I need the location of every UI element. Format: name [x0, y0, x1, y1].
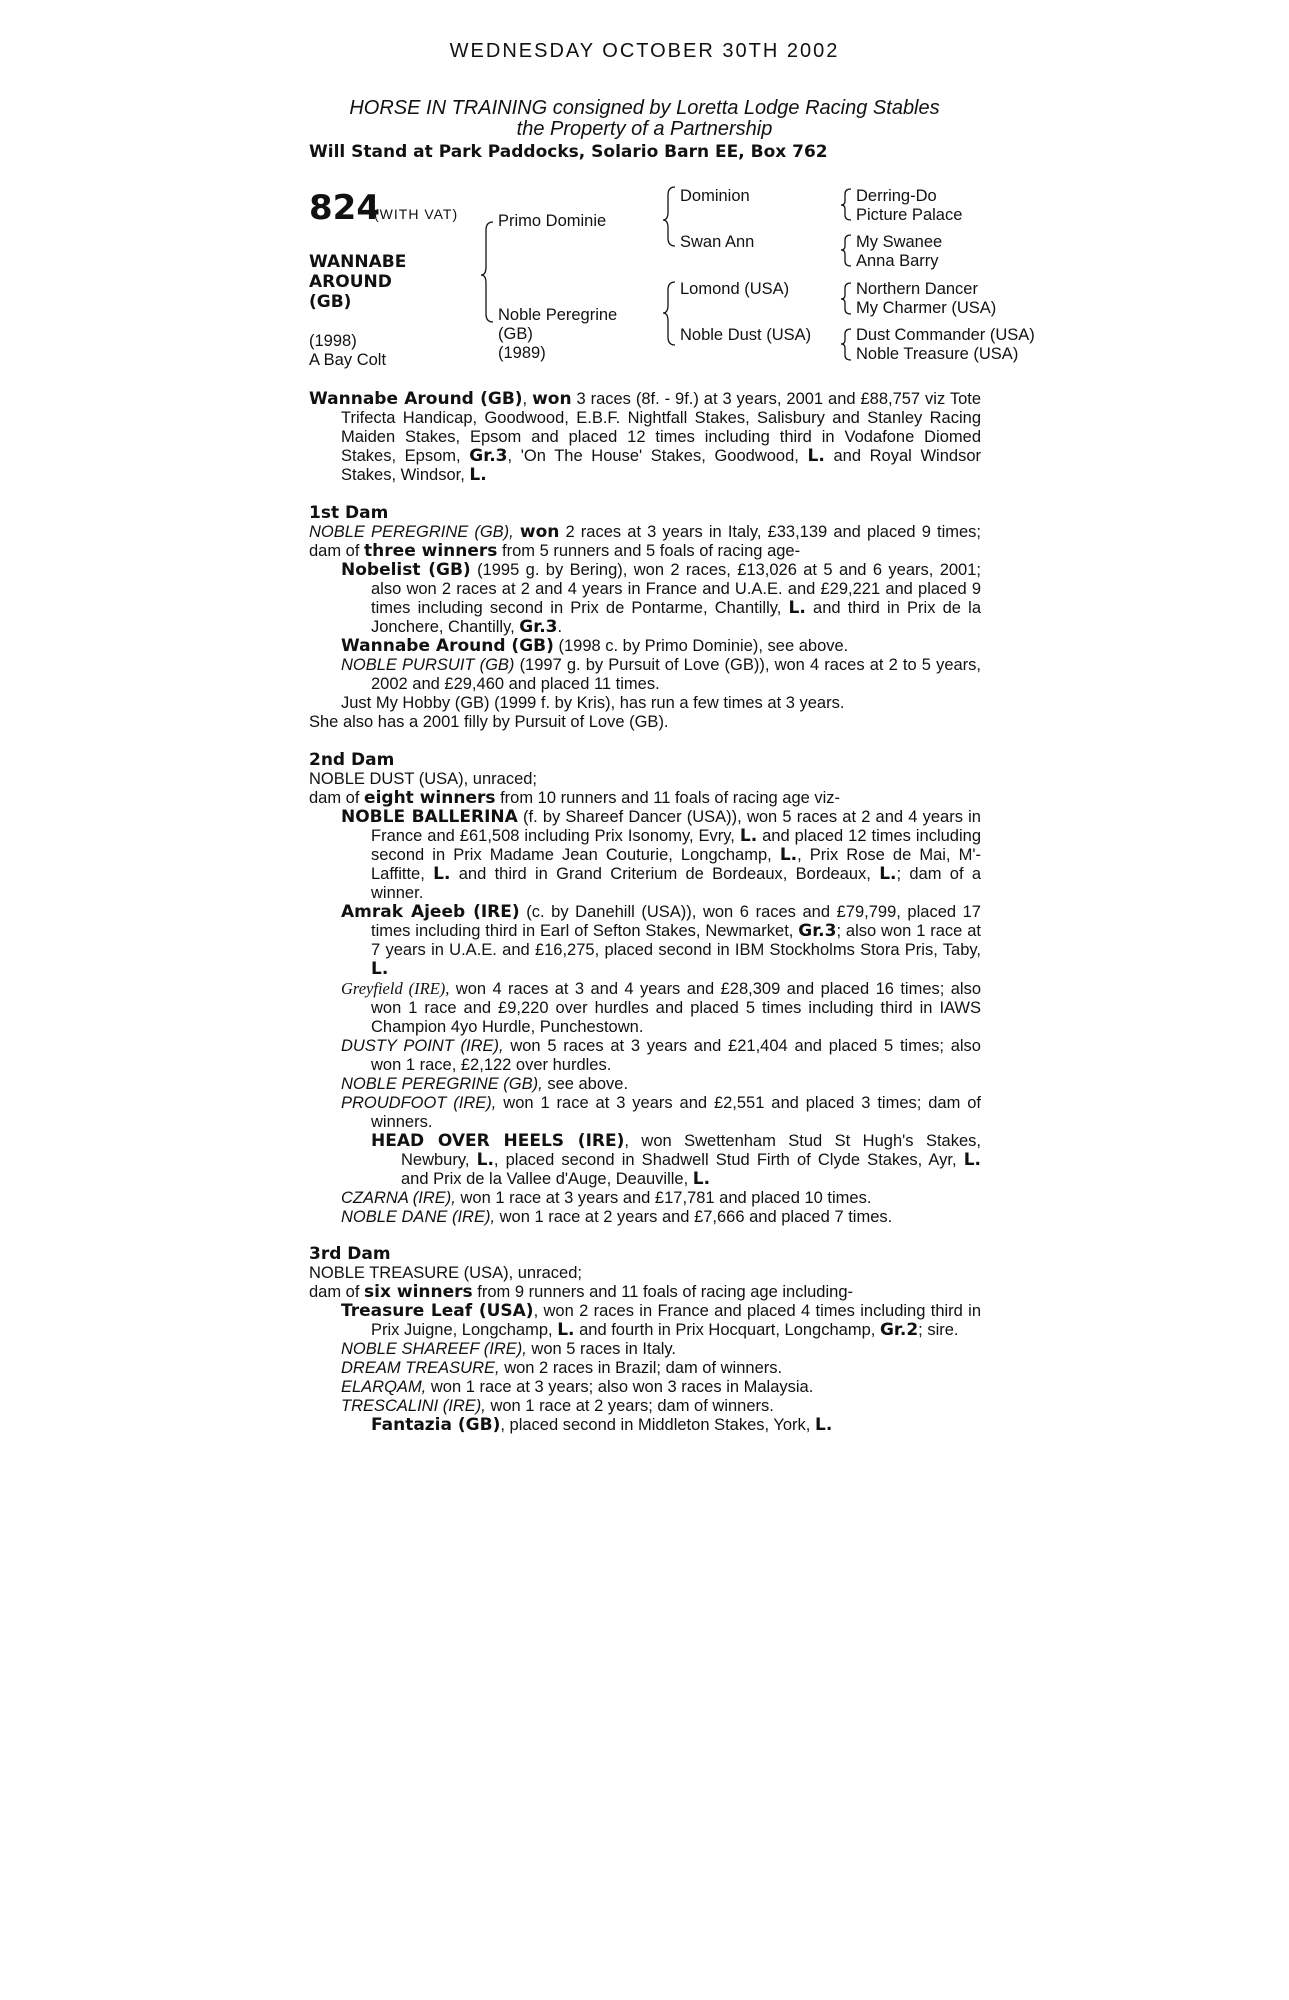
progeny-entry: Fantazia (GB), placed second in Middleton Stakes, York, L.: [371, 1415, 833, 1435]
sale-date: WEDNESDAY OCTOBER 30TH 2002: [449, 40, 840, 62]
progeny-entry: Just My Hobby (GB) (1999 f. by Kris), has run a few times at 3 years.: [341, 694, 845, 712]
second-dam-section: 2nd Dam NOBLE DUST (USA), unraced; dam of eight winners from 10 runners and 11 foals of racing age viz- NOBLE BALLERINA (f. by Shareef Dancer (USA)), won 5 races at 2 and 4 years in France and £61,508 including Prix Isonomy, Evry, L. and placed 12 times including second in Prix Madame Jean Couturie, Longchamp, L., Prix Rose de Mai, M'-Laffitte, L. and third in Grand Criterium de Bordeaux, Bordeaux, L.; dam of a winner. Amrak Ajeeb (IRE) (c. by Danehill (USA)), won 6 races and £79,799, placed 17 times including third in Earl of Sefton Stakes, Newmarket, Gr.3; also won 1 race at 7 years in U.A.E. and £16,275, placed second in IBM Stockholms Stora Pris, Taby, L. Greyfield (IRE), won 4 races at 3 and 4 years and £28,309 and placed 16 times; also won 1 race and £9,220 over hurdles and placed 5 times including third in IAWS Champion 4yo Hurdle, Punchestown. DUSTY POINT (IRE), won 5 races at 3 years and £21,404 and placed 5 times; also won 1 race, £2,122 over hurdles. NOBLE PEREGRINE (GB), see above. PROUDFOOT (IRE), won 1 race at 3 years and £2,551 and placed 3 times; dam of winners. HEAD OVER HEELS (IRE), won Swettenham Stud St Hugh's Stakes, Newbury, L., placed second in Shadwell Stud Firth of Clyde Stakes, Ayr, L. and Prix de la Vallee d'Auge, Deauville, L. CZARNA (IRE), won 1 race at 3 years and £17,781 and placed 10 times. NOBLE DANE (IRE), won 1 race at 2 years and £7,666 and placed 7 times.: [309, 750, 982, 1226]
filly-note: She also has a 2001 filly by Pursuit of Love (GB).: [309, 713, 669, 731]
progeny-entry: Wannabe Around (GB) (1998 c. by Primo Dominie), see above.: [341, 636, 849, 656]
colour-sex: A Bay Colt: [309, 351, 387, 369]
horse-name: WANNABE AROUND (GB): [309, 252, 407, 312]
pedigree-sss: Derring-Do: [856, 187, 937, 205]
race-summary: Wannabe Around (GB), won 3 races (8f. - 9f.) at 3 years, 2001 and £88,757 viz Tote Trifecta Handicap, Goodwood, E.B.F. Nightfall Stakes, Salisbury and Stanley Racing Maiden Stakes, Epsom and placed 12 times including third in Vodafone Diomed Stakes, Epsom, Gr.3, 'On The House' Stakes, Goodwood, L. and Royal Windsor Stakes, Windsor, L.: [309, 389, 982, 485]
pedigree-sire-sire: Dominion: [680, 187, 750, 205]
progeny-entry: NOBLE DANE (IRE), won 1 race at 2 years and £7,666 and placed 7 times.: [341, 1208, 893, 1226]
second-dam-heading: 2nd Dam: [309, 750, 395, 770]
vat-note: (WITH VAT): [374, 206, 459, 222]
pedigree-sds: My Swanee: [856, 233, 943, 251]
pedigree-dam-sire: Lomond (USA): [680, 280, 790, 298]
progeny-entry: TRESCALINI (IRE), won 1 race at 2 years; dam of winners.: [341, 1397, 774, 1415]
progeny-entry: HEAD OVER HEELS (IRE), won Swettenham Stud St Hugh's Stakes, Newbury, L., placed second in Shadwell Stud Firth of Clyde Stakes, Ayr, L. and Prix de la Vallee d'Auge, Deauville, L.: [371, 1131, 981, 1189]
progeny-entry: DUSTY POINT (IRE), won 5 races at 3 years and £21,404 and placed 5 times; also won 1 race, £2,122 over hurdles.: [341, 1037, 981, 1074]
progeny-entry: NOBLE SHAREEF (IRE), won 5 races in Italy.: [341, 1340, 677, 1358]
progeny-entry: Treasure Leaf (USA), won 2 races in France and placed 4 times including third in Prix Juigne, Longchamp, L. and fourth in Prix Hocquart, Longchamp, Gr.2; sire.: [341, 1301, 982, 1340]
progeny-entry: ELARQAM, won 1 race at 3 years; also won 3 races in Malaysia.: [341, 1378, 814, 1396]
first-dam-section: 1st Dam NOBLE PEREGRINE (GB), won 2 races at 3 years in Italy, £33,139 and placed 9 times; dam of three winners from 5 runners and 5 foals of racing age- Nobelist (GB) (1995 g. by Bering), won 2 races, £13,026 at 5 and 6 years, 2001; also won 2 races at 2 and 4 years in France and U.A.E. and £29,221 and placed 9 times including second in Prix de Pontarme, Chantilly, L. and third in Prix de la Jonchere, Chantilly, Gr.3. Wannabe Around (GB) (1998 c. by Primo Dominie), see above. NOBLE PURSUIT (GB) (1997 g. by Pursuit of Love (GB)), won 4 races at 2 to 5 years, 2002 and £29,460 and placed 11 times. Just My Hobby (GB) (1999 f. by Kris), has run a few times at 3 years. She also has a 2001 filly by Pursuit of Love (GB).: [309, 503, 982, 731]
progeny-entry: Nobelist (GB) (1995 g. by Bering), won 2 races, £13,026 at 5 and 6 years, 2001; also won 2 races at 2 and 4 years in France and U.A.E. and £29,221 and placed 9 times including second in Prix de Pontarme, Chantilly, L. and third in Prix de la Jonchere, Chantilly, Gr.3.: [341, 560, 981, 637]
progeny-entry: NOBLE BALLERINA (f. by Shareef Dancer (USA)), won 5 races at 2 and 4 years in France and £61,508 including Prix Isonomy, Evry, L. and placed 12 times including second in Prix Madame Jean Couturie, Longchamp, L., Prix Rose de Mai, M'-Laffitte, L. and third in Grand Criterium de Bordeaux, Bordeaux, L.; dam of a winner.: [341, 807, 982, 902]
pedigree-dsd: My Charmer (USA): [856, 299, 997, 317]
consignor-line: HORSE IN TRAINING consigned by Loretta Lodge Racing Stables: [349, 97, 940, 119]
progeny-entry: DREAM TREASURE, won 2 races in Brazil; dam of winners.: [341, 1359, 783, 1377]
third-dam-heading: 3rd Dam: [309, 1244, 391, 1264]
first-dam-heading: 1st Dam: [309, 503, 389, 523]
pedigree-sire-dam: Swan Ann: [680, 233, 755, 251]
pedigree-sdd: Anna Barry: [856, 252, 939, 270]
progeny-entry: NOBLE PURSUIT (GB) (1997 g. by Pursuit of Love (GB)), won 4 races at 2 to 5 years, 2002 and £29,460 and placed 11 times.: [341, 656, 982, 693]
pedigree-brackets: [0, 0, 1289, 400]
foaling-year: (1998): [309, 332, 357, 350]
pedigree-dam-dam: Noble Dust (USA): [680, 326, 812, 344]
ownership-line: the Property of a Partnership: [516, 118, 773, 140]
progeny-entry: Amrak Ajeeb (IRE) (c. by Danehill (USA)), won 6 races and £79,799, placed 17 times including third in Earl of Sefton Stakes, Newmarket, Gr.3; also won 1 race at 7 years in U.A.E. and £16,275, placed second in IBM Stockholms Stora Pris, Taby, L.: [341, 902, 981, 979]
pedigree-dam: Noble Peregrine (GB) (1989): [498, 306, 618, 362]
progeny-entry: CZARNA (IRE), won 1 race at 3 years and £17,781 and placed 10 times.: [341, 1189, 872, 1207]
progeny-entry: PROUDFOOT (IRE), won 1 race at 3 years and £2,551 and placed 3 times; dam of winners.: [341, 1094, 981, 1131]
lot-number: 824: [309, 188, 380, 228]
stand-location: Will Stand at Park Paddocks, Solario Barn EE, Box 762: [309, 142, 828, 162]
progeny-entry: NOBLE PEREGRINE (GB), see above.: [341, 1075, 629, 1093]
pedigree-dss: Northern Dancer: [856, 280, 978, 298]
progeny-entry: Greyfield (IRE), won 4 races at 3 and 4 years and £28,309 and placed 16 times; also won 1 race and £9,220 over hurdles and placed 5 times including third in IAWS Champion 4yo Hurdle, Punchestown.: [341, 979, 981, 1036]
pedigree-ddd: Noble Treasure (USA): [856, 345, 1019, 363]
pedigree-dds: Dust Commander (USA): [856, 326, 1035, 344]
pedigree-sire: Primo Dominie: [498, 212, 607, 230]
pedigree-ssd: Picture Palace: [856, 206, 963, 224]
third-dam-section: 3rd Dam NOBLE TREASURE (USA), unraced; dam of six winners from 9 runners and 11 foals of racing age including- Treasure Leaf (USA), won 2 races in France and placed 4 times including third in Prix Juigne, Longchamp, L. and fourth in Prix Hocquart, Longchamp, Gr.2; sire. NOBLE SHAREEF (IRE), won 5 races in Italy. DREAM TREASURE, won 2 races in Brazil; dam of winners. ELARQAM, won 1 race at 3 years; also won 3 races in Malaysia. TRESCALINI (IRE), won 1 race at 2 years; dam of winners. Fantazia (GB), placed second in Middleton Stakes, York, L.: [309, 1244, 982, 1435]
